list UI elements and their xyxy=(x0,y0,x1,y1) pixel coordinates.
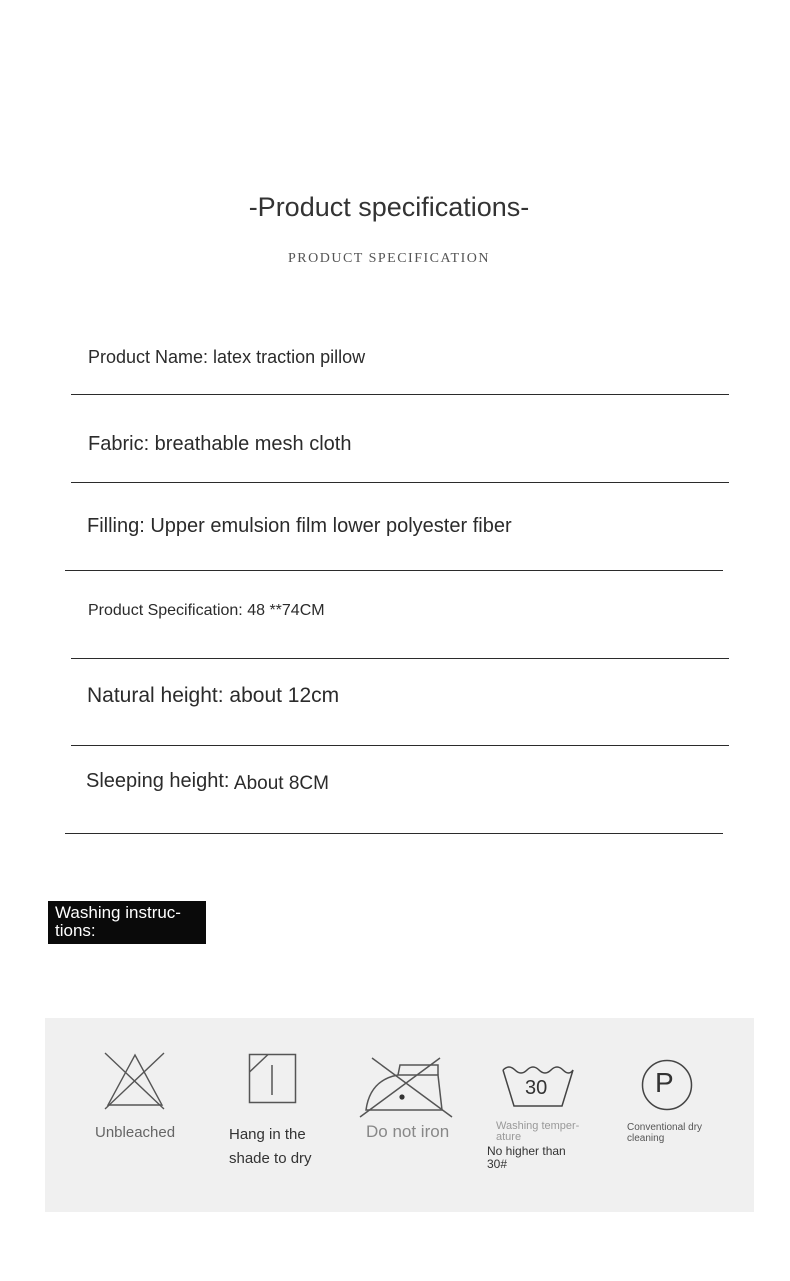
shade-dry-icon xyxy=(248,1053,298,1105)
spec-sleeping-height-label: Sleeping height: xyxy=(86,770,230,792)
spec-divider xyxy=(71,394,729,395)
spec-sleeping-height-value: About 8CM xyxy=(233,773,329,794)
shade-dry-caption: Hang in the shade to dry xyxy=(229,1126,312,1167)
spec-divider xyxy=(71,745,729,746)
dry-clean-letter: P xyxy=(655,1067,674,1098)
wash-temp-value: 30 xyxy=(525,1077,548,1099)
dry-clean-caption: Conventional dry cleaning xyxy=(627,1122,703,1144)
unbleached-caption: Unbleached xyxy=(95,1124,176,1141)
no-iron-caption: Do not iron xyxy=(366,1122,450,1141)
wash-temp-note: No higher than 30# xyxy=(487,1144,566,1171)
spec-divider xyxy=(65,570,723,571)
spec-product-name: Product Name: latex traction pillow xyxy=(88,347,366,367)
spec-divider xyxy=(71,482,729,483)
spec-divider xyxy=(65,833,723,834)
washing-instructions-label: Washing instruc- tions: xyxy=(48,901,206,944)
spec-fabric: Fabric: breathable mesh cloth xyxy=(88,433,352,455)
spec-sleeping-height xyxy=(86,770,329,793)
no-iron-icon xyxy=(358,1055,454,1121)
spec-divider xyxy=(71,658,729,659)
page-title: -Product specifications- xyxy=(248,192,530,222)
spec-filling: Filling: Upper emulsion film lower polyester fiber xyxy=(87,515,512,537)
wash-temp-caption: Washing temper- ature xyxy=(496,1120,580,1143)
no-bleach-icon xyxy=(102,1050,168,1112)
spec-natural-height: Natural height: about 12cm xyxy=(87,684,340,707)
spec-size: Product Specification: 48 **74CM xyxy=(88,602,325,619)
page-subtitle: PRODUCT SPECIFICATION xyxy=(288,251,490,266)
